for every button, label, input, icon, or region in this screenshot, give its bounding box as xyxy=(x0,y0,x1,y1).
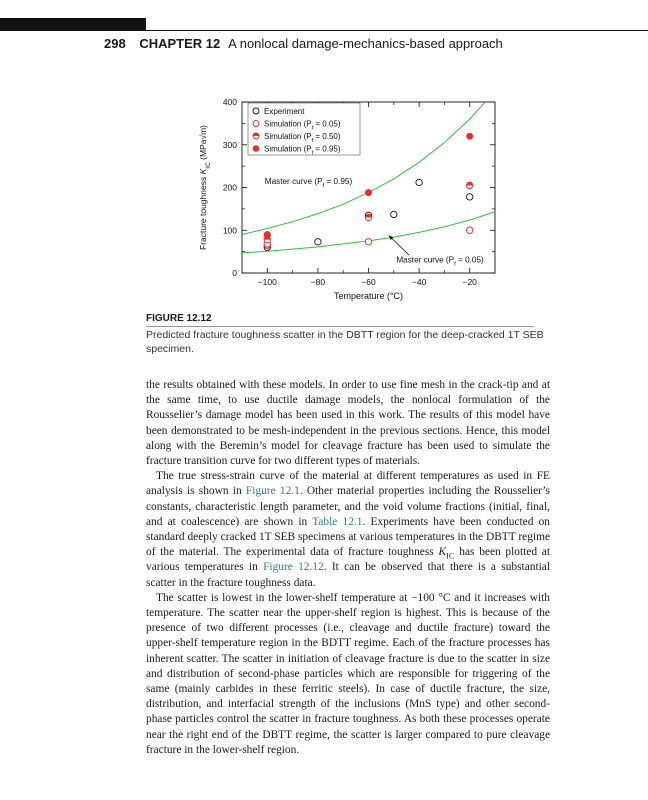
x-tick-label: −100 xyxy=(257,277,277,287)
legend-marker-half-red xyxy=(253,133,259,139)
master-curve-005-label: Master curve $(P_f = 0.05)$ xyxy=(396,255,484,268)
paragraph-1 xyxy=(146,378,550,469)
legend-label: Simulation $(P_f = 0.50)$ xyxy=(264,132,341,144)
y-tick-label: 400 xyxy=(222,97,237,107)
figure-caption: Predicted fracture toughness scatter in the DBTT region for the deep-cracked 1T SEB specimen. xyxy=(146,329,544,355)
paragraph-1-text: the results obtained with these models. In order to use fine mesh in the crack-tip and at the same time, to use ductile damage models, the nonlocal formulation of the Rousselier’s damage model has been used in this work. The results of this model have been demonstrated to be mesh-independent in the previous sections. Hence, this model along with the Beremin’s model for cleavage fracture has been used to simulate the fracture transition curve for two different types of materials. xyxy=(146,379,550,468)
y-axis-label: Fracture toughness $K_{IC}$ (MPa√m) xyxy=(198,124,212,251)
data-point-filled-red xyxy=(264,231,270,237)
x-tick-label: −80 xyxy=(310,277,326,287)
data-point-open-red xyxy=(467,227,473,233)
x-tick-label: −60 xyxy=(361,277,376,287)
paragraph-2-text-b: . Other material properties including the Rousselier’s constants, characteristic length parameter, and the void volume fractions (initial, final, and at coalescence) are shown in xyxy=(146,485,550,528)
legend-label: Simulation $(P_f = 0.05)$ xyxy=(264,119,341,132)
xref-figure-12-12[interactable]: Figure 12.12 xyxy=(263,561,324,574)
paragraph-2-text-e: . It can be observed that there is a substantial scatter in the fracture toughness data. xyxy=(146,561,550,589)
legend-label: Simulation $(P_f = 0.95)$ xyxy=(264,144,341,157)
master-curve-095-label: Master curve $(P_f = 0.95)$ xyxy=(264,177,353,190)
kic-symbol: K xyxy=(438,546,447,559)
fracture-toughness-chart xyxy=(180,88,520,310)
paragraph-3 xyxy=(146,591,550,758)
data-point-half-red xyxy=(467,182,473,188)
data-point-open-red xyxy=(365,239,371,245)
chapter-title: A nonlocal damage-mechanics-based approach xyxy=(228,36,503,51)
data-point-half-red xyxy=(365,214,371,220)
xref-table-12-1[interactable]: Table 12.1 xyxy=(312,515,363,528)
header-bar xyxy=(0,18,146,31)
paragraph-2-text-c: . Experiments have been conducted on standard deeply cracked 1T SEB specimens at various temperatures in the DBTT regime of the material. The experimental data of fracture toughness xyxy=(146,515,550,559)
xref-figure-12-1[interactable]: Figure 12.1 xyxy=(245,485,300,498)
figure-label: FIGURE 12.12 xyxy=(146,313,212,324)
data-point-filled-red xyxy=(467,133,473,139)
paragraph-2-text-a: The true stress-strain curve of the material at different temperatures as used in FE analysis is shown in xyxy=(146,470,550,498)
legend-label: Experiment xyxy=(264,107,305,116)
paragraph-2 xyxy=(146,469,550,591)
kic-subscript: IC xyxy=(446,550,455,561)
y-tick-label: 300 xyxy=(222,139,237,150)
paragraph-2-text-d: has been plotted at various temperatures in xyxy=(146,546,550,574)
running-head xyxy=(104,36,503,51)
header-rule xyxy=(146,30,648,31)
figure-caption-rule xyxy=(146,326,534,327)
y-tick-label: 200 xyxy=(222,182,237,193)
data-point-open-black xyxy=(467,194,473,200)
data-point-filled-red xyxy=(365,189,371,195)
data-point-open-black xyxy=(416,179,422,185)
page-number: 298 xyxy=(104,36,126,51)
body-text xyxy=(146,378,550,758)
data-point-open-black xyxy=(315,239,321,245)
x-tick-label: −40 xyxy=(411,277,427,287)
x-axis-label: Temperature (°C) xyxy=(333,291,404,301)
x-tick-label: −20 xyxy=(462,277,477,287)
legend-marker-open-black xyxy=(253,108,259,114)
legend-marker-filled-red xyxy=(253,146,259,152)
y-tick-label: 0 xyxy=(232,268,237,278)
chapter-label: CHAPTER 12 xyxy=(139,36,221,51)
y-tick-label: 100 xyxy=(222,225,237,236)
paragraph-3-text: The scatter is lowest in the lower-shelf temperature at −100 °C and it increases with temperature. The scatter near the upper-shelf region is highest. This is because of the presence of two different processes (i.e., cleavage and ductile fracture) toward the upper-shelf temperature region in the BDTT regime. Each of the fracture processes has inherent scatter. The scatter in initiation of cleavage fracture is due to the scatter in size and distribution of second-phase particles which are responsible for triggering of the same (mainly carbides in these ferritic steels). In case of ductile fracture, the size, distribution, and interfacial strength of the inclusions (MnS type) and other second-phase particles control the scatter in fracture toughness. As both these processes operate near the right end of the DBTT regime, the scatter is larger compared to pure cleavage fracture in the lower-shelf region. xyxy=(146,591,550,756)
data-point-open-black xyxy=(391,211,397,217)
legend-marker-open-red xyxy=(253,121,259,127)
